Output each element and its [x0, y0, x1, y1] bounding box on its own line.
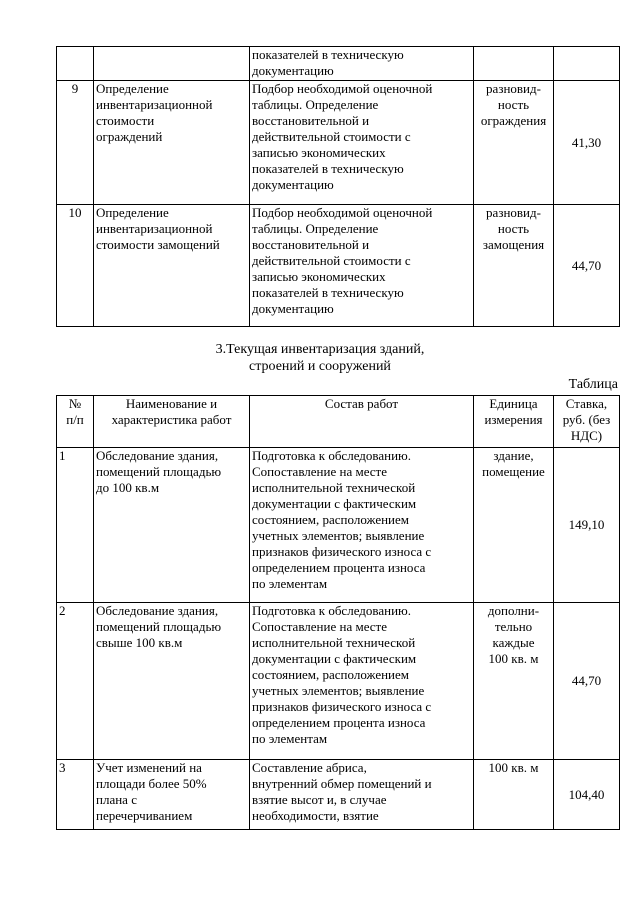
work-composition: Подготовка к обследованию. Сопоставление на месте исполнительной технической документации с фактическим состоянием, расположением учетных элементов; выявление признаков физического износа с определением процента износа по элементам: [250, 448, 474, 603]
work-composition: Подбор необходимой оценочной таблицы. Определение восстановительной и действительной стоимости с записью экономических показателей в техническую документацию: [250, 81, 474, 205]
work-composition: Составление абриса, внутренний обмер помещений и взятие высот и, в случае необходимости, взятие: [250, 760, 474, 830]
rate: 44,70: [554, 603, 620, 760]
current-inventory-table: [56, 395, 620, 830]
unit: разновид- ность ограждения: [474, 81, 554, 205]
work-composition: Подбор необходимой оценочной таблицы. Определение восстановительной и действительной стоимости с записью экономических показателей в техническую документацию: [250, 205, 474, 327]
rate: 44,70: [554, 205, 620, 327]
row-number: [57, 47, 94, 81]
rate: 104,40: [554, 760, 620, 830]
unit: дополни- тельно каждые 100 кв. м: [474, 603, 554, 760]
row-number: 10: [57, 205, 94, 327]
work-name: Определение инвентаризационной стоимости замощений: [94, 205, 250, 327]
rate: [554, 47, 620, 81]
header-name: Наименование и характеристика работ: [94, 396, 250, 448]
row-number: 9: [57, 81, 94, 205]
row-number: 3: [57, 760, 94, 830]
unit: 100 кв. м: [474, 760, 554, 830]
work-name: Обследование здания, помещений площадью до 100 кв.м: [94, 448, 250, 603]
table-row: [57, 603, 620, 760]
row-number: 2: [57, 603, 94, 760]
row-number: 1: [57, 448, 94, 603]
table-row: [57, 47, 620, 81]
rate: 41,30: [554, 81, 620, 205]
work-name: Обследование здания, помещений площадью свыше 100 кв.м: [94, 603, 250, 760]
header-work: Состав работ: [250, 396, 474, 448]
work-name: [94, 47, 250, 81]
work-composition: Подготовка к обследованию. Сопоставление на месте исполнительной технической документации с фактическим состоянием, расположением учетных элементов; выявление признаков физического износа с определением процента износа по элементам: [250, 603, 474, 760]
table-row: [57, 448, 620, 603]
table-header-row: [57, 396, 620, 448]
unit: [474, 47, 554, 81]
table-row: [57, 760, 620, 830]
inventory-cost-table: [56, 46, 620, 327]
unit: здание, помещение: [474, 448, 554, 603]
work-composition: показателей в техническую документацию: [250, 47, 474, 81]
table-label: Таблица: [568, 377, 618, 392]
section-title: 3.Текущая инвентаризация зданий, строений и сооружений: [215, 342, 425, 374]
unit: разновид- ность замощения: [474, 205, 554, 327]
table-row: [57, 81, 620, 205]
work-name: Учет изменений на площади более 50% плана с перечерчиванием: [94, 760, 250, 830]
table-row: [57, 205, 620, 327]
header-num: № п/п: [57, 396, 94, 448]
header-unit: Единица измерения: [474, 396, 554, 448]
header-rate: Ставка, руб. (без НДС): [554, 396, 620, 448]
work-name: Определение инвентаризационной стоимости ограждений: [94, 81, 250, 205]
rate: 149,10: [554, 448, 620, 603]
